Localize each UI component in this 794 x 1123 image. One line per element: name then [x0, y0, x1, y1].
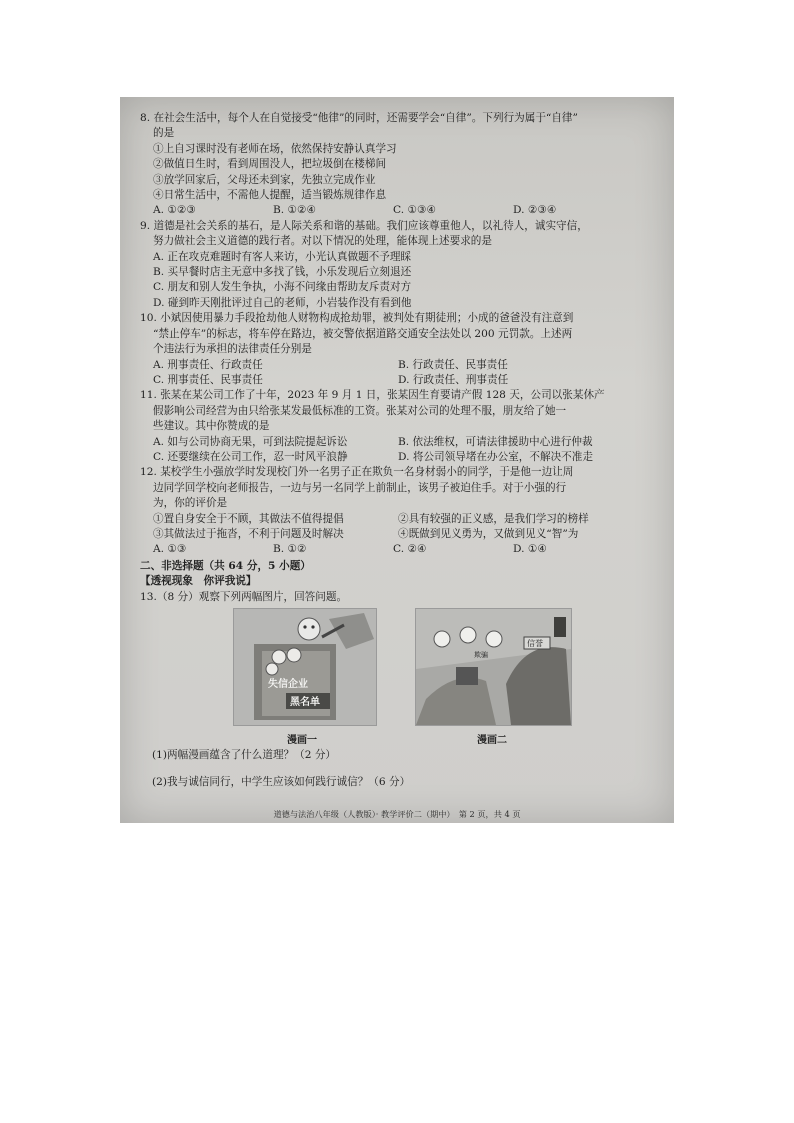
subsection-heading: 【透视现象 你评我说】 — [140, 575, 257, 588]
q8-item-1: ①上自习课时没有老师在场，依然保持安静认真学习 — [153, 142, 397, 155]
q8-stem-1: 8. 在社会生活中，每个人在自觉接受“他律”的同时，还需要学会“自律”。下列行为属于“自律” — [140, 112, 578, 124]
section-2-heading: 二、非选择题（共 64 分，5 小题） — [140, 559, 311, 572]
comic2-label-1: 欺骗 — [474, 651, 488, 659]
question-13 — [140, 590, 660, 791]
question-12 — [140, 465, 660, 557]
comic1-label-2: 黑名单 — [290, 697, 320, 708]
q12-item-2: ②具有较强的正义感，是我们学习的榜样 — [398, 512, 589, 525]
q8-option-a: A. ①②③ — [153, 204, 196, 217]
q12-option-d: D. ①④ — [513, 543, 547, 556]
comic1-label-1: 失信企业 — [268, 679, 308, 690]
q8-item-3: ③放学回家后，父母还未到家，先独立完成作业 — [153, 173, 376, 186]
q8-option-b: B. ①②④ — [273, 204, 317, 217]
comic-2-image — [415, 608, 572, 726]
q8-option-d: D. ②③④ — [513, 204, 557, 217]
q8-stem-2: 的是 — [153, 127, 175, 140]
comic-2-caption: 漫画二 — [477, 735, 507, 746]
q8-options — [140, 203, 660, 218]
q11-option-c: C. 还要继续在公司工作，忍一时风平浪静 — [153, 450, 348, 463]
q11-stem-2: 假影响公司经营为由只给张某发最低标准的工资。张某对公司的处理不服，朋友给了她一 — [153, 404, 567, 417]
q8-item-4: ④日常生活中，不需他人提醒，适当锻炼规律作息 — [153, 189, 387, 202]
q9-option-d: D. 碰到昨天刚批评过自己的老师，小岩装作没有看到他 — [153, 296, 412, 309]
q9-option-a: A. 正在攻克难题时有客人来访，小光认真做题不予理睬 — [153, 250, 412, 263]
q13-sub-question-2: (2)我与诚信同行，中学生应该如何践行诚信？（6 分） — [152, 776, 411, 789]
q9-stem-1: 9. 道德是社会关系的基石，是人际关系和谐的基础。我们应该尊重他人，以礼待人，诚实守信， — [140, 219, 588, 232]
q9-option-c: C. 朋友和别人发生争执，小海不问缘由帮助友斥责对方 — [153, 281, 412, 294]
exam-page — [140, 111, 660, 791]
q11-stem-3: 些建议。其中你赞成的是 — [153, 420, 270, 433]
q10-option-d: D. 行政责任、刑事责任 — [398, 373, 509, 386]
q11-options-row-1 — [140, 435, 660, 450]
comics-area — [140, 608, 660, 748]
q13-stem: 13.（8 分）观察下列两幅图片，回答问题。 — [140, 590, 348, 603]
document-photo — [120, 97, 674, 823]
q11-stem-1: 11. 张某在某公司工作了十年，2023 年 9 月 1 日，张某因生育要请产假 128 天，公司以张某休产 — [140, 389, 605, 402]
q10-option-a: A. 刑事责任、行政责任 — [153, 358, 263, 371]
q12-option-c: C. ②④ — [393, 543, 427, 556]
question-8 — [140, 111, 660, 219]
q11-option-a: A. 如与公司协商无果，可到法院提起诉讼 — [153, 435, 348, 448]
q12-stem-2: 边同学回学校向老师报告，一边与另一名同学上前制止，该男子被迫住手。对于小强的行 — [153, 481, 567, 494]
q11-option-b: B. 依法维权，可请法律援助中心进行仲裁 — [398, 435, 593, 448]
q11-option-d: D. 将公司领导堵在办公室，不解决不准走 — [398, 450, 593, 463]
q10-option-b: B. 行政责任、民事责任 — [398, 358, 508, 371]
q10-options-row-2 — [140, 373, 660, 388]
q9-stem-2: 努力做社会主义道德的践行者。对以下情况的处理，能体现上述要求的是 — [153, 235, 492, 248]
q12-items-row-1 — [140, 512, 660, 527]
q12-stem-1: 12. 某校学生小强放学时发现校门外一名男子正在欺负一名身材弱小的同学，于是他一边让周 — [140, 466, 574, 479]
comic-1-image — [233, 608, 377, 726]
q10-option-c: C. 刑事责任、民事责任 — [153, 373, 263, 386]
q11-options-row-2 — [140, 450, 660, 465]
comic-1-caption: 漫画一 — [287, 735, 317, 746]
q8-option-c: C. ①③④ — [393, 204, 436, 217]
q12-item-1: ①置自身安全于不顾，其做法不值得提倡 — [153, 512, 344, 525]
question-11 — [140, 388, 660, 465]
q12-option-b: B. ①② — [273, 543, 307, 556]
q12-item-4: ④既做到见义勇为，又做到见义“智”为 — [398, 527, 579, 540]
q12-stem-3: 为，你的评价是 — [153, 497, 228, 510]
question-10 — [140, 311, 660, 388]
q12-item-3: ③其做法过于拖沓，不利于问题及时解决 — [153, 527, 344, 540]
page-footer: 道德与法治八年级（人教版）· 教学评价二（期中） 第 2 页，共 4 页 — [273, 809, 521, 819]
q10-options-row-1 — [140, 358, 660, 373]
q9-option-b: B. 买早餐时店主无意中多找了钱，小乐发现后立刻退还 — [153, 266, 412, 279]
q12-options — [140, 542, 660, 557]
q12-option-a: A. ①③ — [153, 543, 187, 556]
q10-stem-2: “禁止停车”的标志，将车停在路边，被交警依据道路交通安全法处以 200 元罚款。上述两 — [153, 327, 573, 340]
question-9 — [140, 219, 660, 311]
q13-sub-question-1: (1)两幅漫画蕴含了什么道理？（2 分） — [152, 749, 337, 761]
q12-items-row-2 — [140, 527, 660, 542]
q8-item-2: ②做值日生时，看到周围没人，把垃圾倒在楼梯间 — [153, 158, 387, 171]
q10-stem-3: 个违法行为承担的法律责任分别是 — [153, 343, 312, 356]
q10-stem-1: 10. 小斌因使用暴力手段抢劫他人财物构成抢劫罪，被判处有期徒刑；小成的爸爸没有注意到 — [140, 312, 574, 325]
comic2-label-2: 信誉 — [527, 639, 543, 648]
